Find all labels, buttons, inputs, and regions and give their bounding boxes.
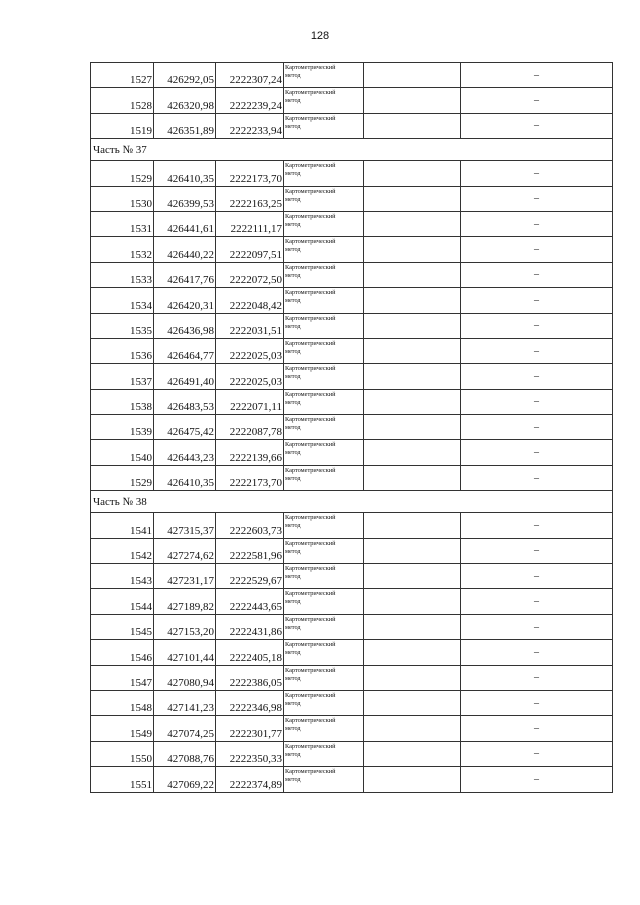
- y-coordinate: 2222346,98: [216, 690, 284, 715]
- method-cell: Картометрический метод: [284, 716, 364, 741]
- note-cell: –: [461, 186, 613, 211]
- point-number: 1545: [91, 614, 154, 639]
- empty-cell: [364, 364, 461, 389]
- point-number: 1533: [91, 262, 154, 287]
- empty-cell: [364, 690, 461, 715]
- point-number: 1529: [91, 161, 154, 186]
- section-row: [91, 139, 613, 161]
- note-cell: –: [461, 440, 613, 465]
- empty-cell: [364, 513, 461, 538]
- method-cell: Картометрический метод: [284, 113, 364, 138]
- point-number: 1542: [91, 538, 154, 563]
- method-cell: Картометрический метод: [284, 538, 364, 563]
- empty-cell: [364, 614, 461, 639]
- method-cell: Картометрический метод: [284, 564, 364, 589]
- table-row: [91, 741, 613, 766]
- note-cell: –: [461, 564, 613, 589]
- method-cell: Картометрический метод: [284, 211, 364, 236]
- y-coordinate: 2222386,05: [216, 665, 284, 690]
- table-row: [91, 186, 613, 211]
- point-number: 1541: [91, 513, 154, 538]
- y-coordinate: 2222087,78: [216, 415, 284, 440]
- y-coordinate: 2222025,03: [216, 364, 284, 389]
- note-cell: –: [461, 741, 613, 766]
- point-number: 1529: [91, 465, 154, 490]
- table-row: [91, 564, 613, 589]
- x-coordinate: 426436,98: [154, 313, 216, 338]
- x-coordinate: 426292,05: [154, 63, 216, 88]
- y-coordinate: 2222025,03: [216, 338, 284, 363]
- table-row: [91, 338, 613, 363]
- empty-cell: [364, 415, 461, 440]
- point-number: 1519: [91, 113, 154, 138]
- note-cell: –: [461, 538, 613, 563]
- empty-cell: [364, 186, 461, 211]
- note-cell: –: [461, 665, 613, 690]
- empty-cell: [364, 211, 461, 236]
- y-coordinate: 2222307,24: [216, 63, 284, 88]
- x-coordinate: 426443,23: [154, 440, 216, 465]
- y-coordinate: 2222529,67: [216, 564, 284, 589]
- y-coordinate: 2222071,11: [216, 389, 284, 414]
- point-number: 1548: [91, 690, 154, 715]
- section-row: [91, 491, 613, 513]
- y-coordinate: 2222173,70: [216, 465, 284, 490]
- empty-cell: [364, 389, 461, 414]
- method-cell: Картометрический метод: [284, 640, 364, 665]
- table-row: [91, 262, 613, 287]
- table-row: [91, 614, 613, 639]
- y-coordinate: 2222139,66: [216, 440, 284, 465]
- y-coordinate: 2222097,51: [216, 237, 284, 262]
- empty-cell: [364, 63, 461, 88]
- y-coordinate: 2222173,70: [216, 161, 284, 186]
- point-number: 1550: [91, 741, 154, 766]
- empty-cell: [364, 262, 461, 287]
- x-coordinate: 426399,53: [154, 186, 216, 211]
- x-coordinate: 426440,22: [154, 237, 216, 262]
- point-number: 1547: [91, 665, 154, 690]
- point-number: 1528: [91, 88, 154, 113]
- y-coordinate: 2222405,18: [216, 640, 284, 665]
- table-row: [91, 364, 613, 389]
- empty-cell: [364, 564, 461, 589]
- point-number: 1544: [91, 589, 154, 614]
- x-coordinate: 427101,44: [154, 640, 216, 665]
- x-coordinate: 426410,35: [154, 465, 216, 490]
- table-row: [91, 440, 613, 465]
- method-cell: Картометрический метод: [284, 513, 364, 538]
- point-number: 1540: [91, 440, 154, 465]
- y-coordinate: 2222443,65: [216, 589, 284, 614]
- note-cell: –: [461, 288, 613, 313]
- point-number: 1536: [91, 338, 154, 363]
- x-coordinate: 426351,89: [154, 113, 216, 138]
- coordinates-table: [90, 62, 613, 793]
- table-row: [91, 211, 613, 236]
- method-cell: Картометрический метод: [284, 465, 364, 490]
- x-coordinate: 426475,42: [154, 415, 216, 440]
- method-cell: Картометрический метод: [284, 186, 364, 211]
- empty-cell: [364, 767, 461, 792]
- y-coordinate: 2222111,17: [216, 211, 284, 236]
- y-coordinate: 2222374,89: [216, 767, 284, 792]
- method-cell: Картометрический метод: [284, 741, 364, 766]
- empty-cell: [364, 440, 461, 465]
- method-cell: Картометрический метод: [284, 614, 364, 639]
- method-cell: Картометрический метод: [284, 338, 364, 363]
- empty-cell: [364, 313, 461, 338]
- point-number: 1535: [91, 313, 154, 338]
- table-row: [91, 88, 613, 113]
- table-row: [91, 513, 613, 538]
- x-coordinate: 426464,77: [154, 338, 216, 363]
- point-number: 1538: [91, 389, 154, 414]
- table-row: [91, 415, 613, 440]
- x-coordinate: 426420,31: [154, 288, 216, 313]
- note-cell: –: [461, 237, 613, 262]
- empty-cell: [364, 338, 461, 363]
- x-coordinate: 426410,35: [154, 161, 216, 186]
- x-coordinate: 426417,76: [154, 262, 216, 287]
- empty-cell: [364, 465, 461, 490]
- x-coordinate: 427141,23: [154, 690, 216, 715]
- method-cell: Картометрический метод: [284, 63, 364, 88]
- y-coordinate: 2222072,50: [216, 262, 284, 287]
- x-coordinate: 427088,76: [154, 741, 216, 766]
- x-coordinate: 427080,94: [154, 665, 216, 690]
- table-row: [91, 63, 613, 88]
- method-cell: Картометрический метод: [284, 161, 364, 186]
- note-cell: –: [461, 364, 613, 389]
- empty-cell: [364, 716, 461, 741]
- table-row: [91, 690, 613, 715]
- y-coordinate: 2222233,94: [216, 113, 284, 138]
- page-number: 128: [310, 30, 330, 42]
- method-cell: Картометрический метод: [284, 364, 364, 389]
- y-coordinate: 2222301,77: [216, 716, 284, 741]
- y-coordinate: 2222581,96: [216, 538, 284, 563]
- empty-cell: [364, 88, 461, 113]
- method-cell: Картометрический метод: [284, 415, 364, 440]
- method-cell: Картометрический метод: [284, 389, 364, 414]
- y-coordinate: 2222163,25: [216, 186, 284, 211]
- table-row: [91, 767, 613, 792]
- table-row: [91, 237, 613, 262]
- note-cell: –: [461, 640, 613, 665]
- empty-cell: [364, 237, 461, 262]
- note-cell: –: [461, 513, 613, 538]
- empty-cell: [364, 589, 461, 614]
- y-coordinate: 2222048,42: [216, 288, 284, 313]
- table-row: [91, 589, 613, 614]
- point-number: 1551: [91, 767, 154, 792]
- coordinates-table-body: [91, 63, 613, 793]
- note-cell: –: [461, 63, 613, 88]
- x-coordinate: 426491,40: [154, 364, 216, 389]
- note-cell: –: [461, 690, 613, 715]
- method-cell: Картометрический метод: [284, 440, 364, 465]
- method-cell: Картометрический метод: [284, 313, 364, 338]
- method-cell: Картометрический метод: [284, 767, 364, 792]
- point-number: 1537: [91, 364, 154, 389]
- method-cell: Картометрический метод: [284, 262, 364, 287]
- point-number: 1549: [91, 716, 154, 741]
- point-number: 1534: [91, 288, 154, 313]
- note-cell: –: [461, 338, 613, 363]
- empty-cell: [364, 161, 461, 186]
- x-coordinate: 426483,53: [154, 389, 216, 414]
- method-cell: Картометрический метод: [284, 288, 364, 313]
- x-coordinate: 427153,20: [154, 614, 216, 639]
- y-coordinate: 2222603,73: [216, 513, 284, 538]
- note-cell: –: [461, 767, 613, 792]
- x-coordinate: 427274,62: [154, 538, 216, 563]
- empty-cell: [364, 665, 461, 690]
- table-row: [91, 113, 613, 138]
- note-cell: –: [461, 262, 613, 287]
- method-cell: Картометрический метод: [284, 88, 364, 113]
- table-row: [91, 313, 613, 338]
- table-row: [91, 716, 613, 741]
- x-coordinate: 427231,17: [154, 564, 216, 589]
- x-coordinate: 426320,98: [154, 88, 216, 113]
- empty-cell: [364, 640, 461, 665]
- method-cell: Картометрический метод: [284, 237, 364, 262]
- table-row: [91, 538, 613, 563]
- x-coordinate: 427074,25: [154, 716, 216, 741]
- y-coordinate: 2222350,33: [216, 741, 284, 766]
- y-coordinate: 2222031,51: [216, 313, 284, 338]
- table-row: [91, 161, 613, 186]
- note-cell: –: [461, 716, 613, 741]
- note-cell: –: [461, 465, 613, 490]
- section-label: Часть № 38: [91, 491, 613, 513]
- y-coordinate: 2222431,86: [216, 614, 284, 639]
- note-cell: –: [461, 211, 613, 236]
- empty-cell: [364, 288, 461, 313]
- x-coordinate: 427189,82: [154, 589, 216, 614]
- point-number: 1543: [91, 564, 154, 589]
- point-number: 1546: [91, 640, 154, 665]
- table-row: [91, 665, 613, 690]
- x-coordinate: 427069,22: [154, 767, 216, 792]
- note-cell: –: [461, 614, 613, 639]
- empty-cell: [364, 741, 461, 766]
- table-row: [91, 640, 613, 665]
- section-label: Часть № 37: [91, 139, 613, 161]
- empty-cell: [364, 538, 461, 563]
- point-number: 1539: [91, 415, 154, 440]
- method-cell: Картометрический метод: [284, 690, 364, 715]
- note-cell: –: [461, 589, 613, 614]
- note-cell: –: [461, 389, 613, 414]
- note-cell: –: [461, 415, 613, 440]
- y-coordinate: 2222239,24: [216, 88, 284, 113]
- method-cell: Картометрический метод: [284, 589, 364, 614]
- table-row: [91, 389, 613, 414]
- table-row: [91, 465, 613, 490]
- table-row: [91, 288, 613, 313]
- method-cell: Картометрический метод: [284, 665, 364, 690]
- note-cell: –: [461, 313, 613, 338]
- point-number: 1532: [91, 237, 154, 262]
- x-coordinate: 427315,37: [154, 513, 216, 538]
- point-number: 1530: [91, 186, 154, 211]
- empty-cell: [364, 113, 461, 138]
- x-coordinate: 426441,61: [154, 211, 216, 236]
- note-cell: –: [461, 88, 613, 113]
- note-cell: –: [461, 113, 613, 138]
- note-cell: –: [461, 161, 613, 186]
- point-number: 1531: [91, 211, 154, 236]
- point-number: 1527: [91, 63, 154, 88]
